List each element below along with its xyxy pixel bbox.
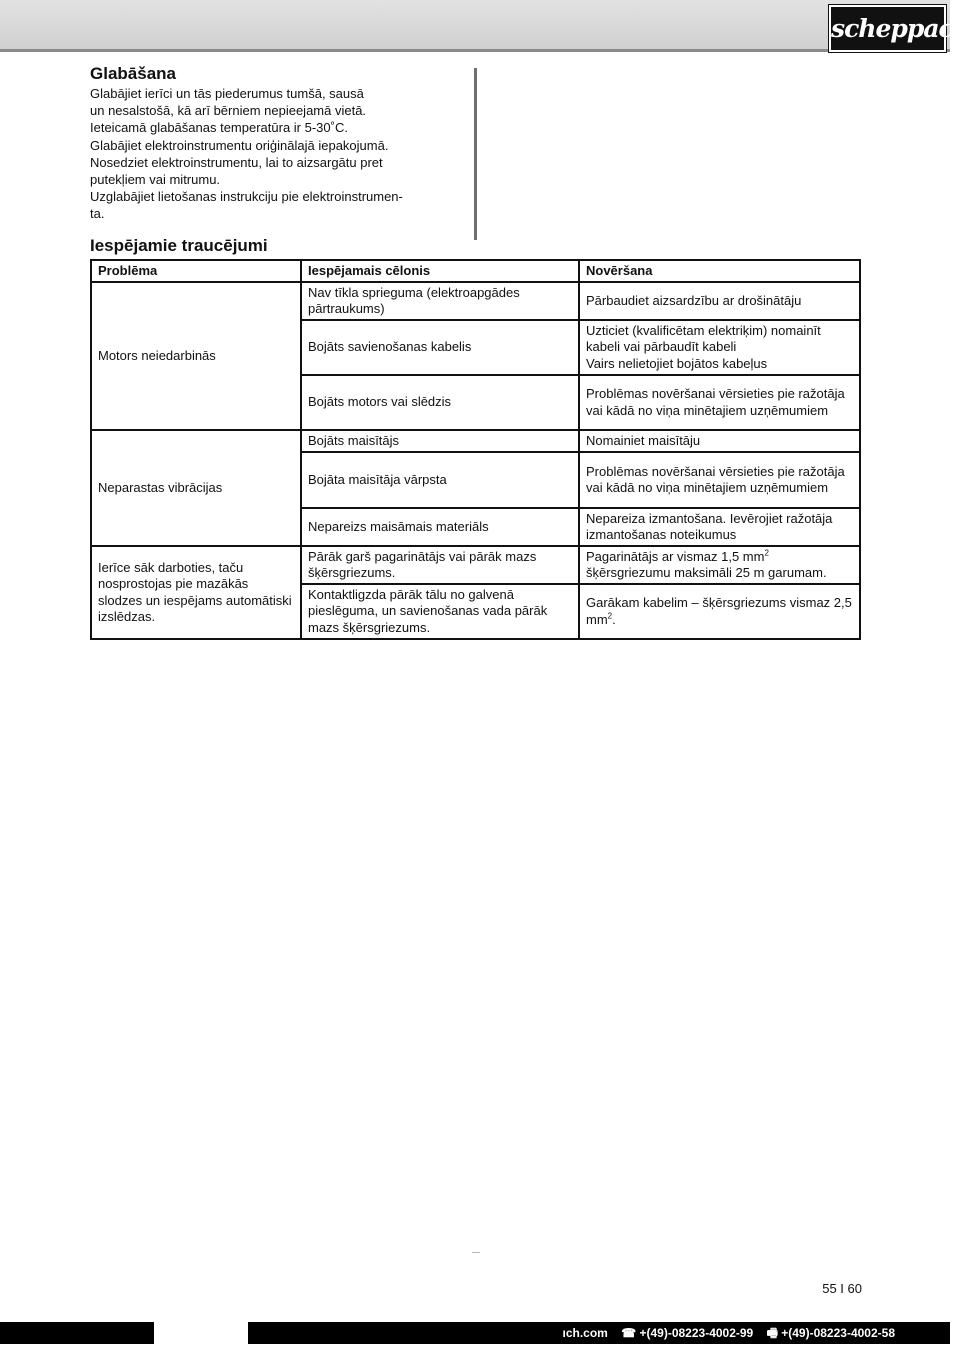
page-number: 55 I 60	[822, 1281, 862, 1296]
table-row	[91, 430, 860, 452]
table-header-row	[91, 260, 860, 282]
superscript: 2	[607, 611, 613, 621]
brand-logo: scheppach	[829, 5, 946, 52]
storage-line: Uzglabājiet lietošanas instrukciju pie elektroinstrumen-	[90, 189, 403, 205]
remedy-cell: Pārbaudiet aizsardzību ar drošinātāju	[579, 282, 860, 320]
cause-cell: Pārāk garš pagarinātājs vai pārāk mazs šķērsgriezums.	[301, 546, 579, 584]
storage-line: putekļiem vai mitrumu.	[90, 172, 221, 188]
header-remedy: Novēršana	[579, 260, 860, 282]
remedy-text: Garākam kabelim – šķērsgriezums vismaz 2,5 mm	[586, 595, 852, 627]
remedy-text: Uzticiet (kvalificētam elektriķim) nomainīt kabeli vai pārbaudīt kabeli	[586, 322, 821, 355]
storage-line: Nosedziet elektroinstrumentu, lai to aizsargātu pret	[90, 154, 383, 170]
storage-line: un nesalstošā, kā arī bērniem nepieejamā vietā.	[90, 103, 367, 119]
remedy-text: .	[612, 611, 616, 627]
remedy-text: šķērsgriezumu maksimāli 25 m garumam.	[586, 565, 827, 580]
superscript: 2	[764, 548, 769, 558]
table-row	[91, 546, 860, 584]
header-bar	[0, 0, 950, 52]
remedy-cell	[579, 584, 860, 639]
center-mark	[472, 1252, 480, 1253]
table-row	[91, 282, 860, 320]
cause-cell: Bojāts motors vai slēdzis	[301, 375, 579, 430]
column-divider	[474, 68, 477, 240]
remedy-cell: Problēmas novēršanai vērsieties pie ražotāja vai kādā no viņa minētajiem uzņēmumiem	[579, 452, 860, 508]
phone-number: ☎ +(49)-08223-4002-99	[621, 1326, 754, 1340]
footer-contacts	[553, 1322, 896, 1344]
fax-number: 🖷 +(49)-08223-4002-58	[766, 1326, 895, 1340]
storage-line: Ieteicamā glabāšanas temperatūra ir 5-30˚C.	[90, 120, 348, 136]
remedy-text: Pagarinātājs ar vismaz 1,5 mm	[586, 548, 765, 564]
cause-cell: Nepareizs maisāmais materiāls	[301, 508, 579, 546]
footer-gap	[154, 1322, 248, 1344]
storage-line: Glabājiet ierīci un tās piederumus tumšā, sausā	[90, 86, 364, 101]
cause-cell: Nav tīkla sprieguma (elektroapgādes pārtraukums)	[301, 282, 579, 320]
remedy-cell: Nepareiza izmantošana. Ievērojiet ražotāja izmantošanas noteikumus	[579, 508, 860, 546]
storage-line: Glabājiet elektroinstrumentu oriģinālajā iepakojumā.	[90, 137, 389, 153]
remedy-cell	[579, 546, 860, 584]
remedy-cell	[579, 320, 860, 375]
cause-cell: Kontaktligzda pārāk tālu no galvenā pieslēguma, un savienošanas vada pārāk mazs šķērsgriezums.	[301, 584, 579, 639]
remedy-text: Vairs nelietojiet bojātos kabeļus	[586, 355, 768, 371]
storage-line: ta.	[90, 206, 105, 222]
header-problem: Problēma	[91, 260, 301, 282]
cause-cell: Bojāts savienošanas kabelis	[301, 320, 579, 375]
remedy-cell: Nomainiet maisītāju	[579, 430, 860, 452]
troubleshooting-table	[90, 259, 861, 640]
storage-title: Glabāšana	[90, 64, 176, 83]
faults-title: Iespējamie traucējumi	[90, 236, 268, 255]
storage-text	[90, 85, 435, 223]
remedy-cell: Problēmas novēršanai vērsieties pie ražotāja vai kādā no viņa minētajiem uzņēmumiem	[579, 375, 860, 430]
problem-cell: Ierīce sāk darboties, taču nosprostojas pie mazākās slodzes un iespējams automātiski izslēdzas.	[91, 546, 301, 639]
website-link[interactable]: ıch.com	[562, 1326, 608, 1340]
cause-cell: Bojāts maisītājs	[301, 430, 579, 452]
cause-cell: Bojāta maisītāja vārpsta	[301, 452, 579, 508]
problem-cell: Motors neiedarbinās	[91, 282, 301, 430]
header-cause: Iespējamais cēlonis	[301, 260, 579, 282]
problem-cell: Neparastas vibrācijas	[91, 430, 301, 546]
